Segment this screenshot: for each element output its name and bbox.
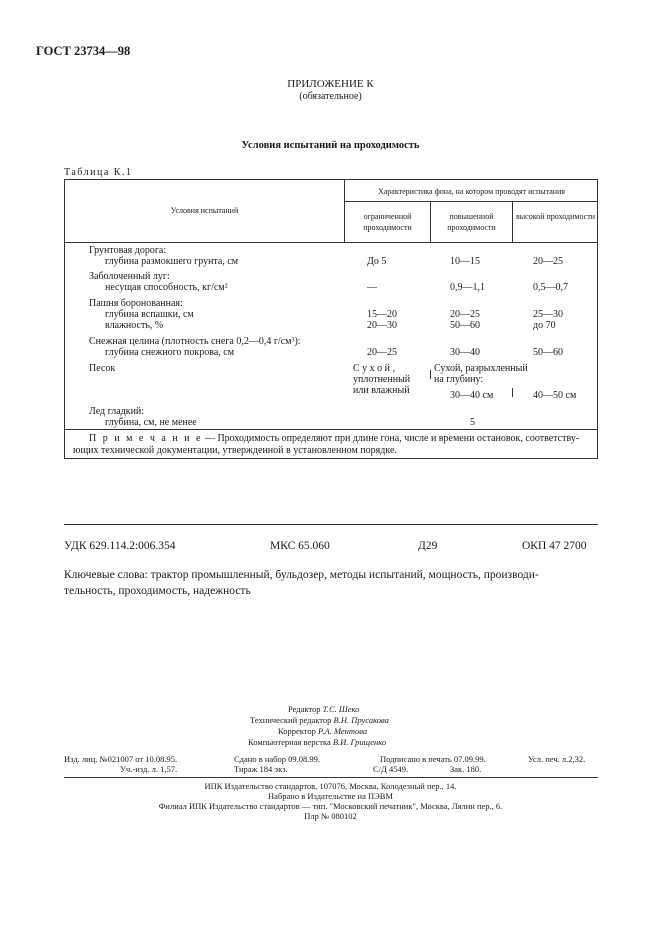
cell-value: 20—25 (533, 256, 563, 267)
cell-value: Сухой, разрыхленный (434, 363, 528, 374)
row-param: несущая способность, кг/см² (105, 282, 228, 293)
header-conditions: Условия испытаний (170, 206, 239, 215)
row-param: глубина вспашки, см (105, 309, 194, 320)
standard-number: ГОСТ 23734—98 (36, 44, 131, 58)
imprint-usl: Усл. печ. л.2,32. (528, 754, 586, 764)
appendix-subtitle: (обязательное) (299, 91, 362, 102)
credit-tech-editor: Технический редактор В.Н. Прусакова (250, 715, 389, 725)
cell-value: 10—15 (450, 256, 480, 267)
row-name: Заболоченный луг: (89, 271, 170, 282)
imprint-uch: Уч.-изд. л. 1,57. (120, 764, 178, 774)
row-name: Песок (89, 363, 116, 374)
row-name: Лед гладкий: (89, 406, 145, 417)
credit-layout: Компьютерная верстка В.И. Грищенко (248, 737, 387, 747)
cell-value: уплотненный (353, 374, 411, 385)
conditions-table (64, 179, 598, 459)
note-label: П р и м е ч а н и е (89, 433, 203, 444)
credit-corrector: Корректор Р.А. Ментова (278, 726, 368, 736)
table-label: Таблица К.1 (64, 167, 133, 178)
cell-value: 25—30 (533, 309, 563, 320)
imprint-tirazh: Тираж 184 экз. (234, 764, 288, 774)
note-text: — Проходимость определяют при длине гона, числе и времени остановок, соответству- (202, 433, 580, 444)
cell-value: 40—50 см (533, 390, 577, 401)
cell-value: 20—25 (367, 347, 397, 358)
okp-code: ОКП 47 2700 (522, 540, 587, 552)
cell-value: 20—25 (450, 309, 480, 320)
table-note (73, 433, 593, 457)
cell-value: 15—20 (367, 309, 397, 320)
keywords-line-2: тельность, проходимость, надежность (64, 585, 251, 597)
appendix-title: ПРИЛОЖЕНИЕ К (287, 78, 374, 90)
keywords (64, 567, 598, 599)
header-group: Характеристика фона, на котором проводят испытания (377, 187, 566, 196)
divider (64, 777, 598, 778)
mks-code: МКС 65.060 (270, 540, 330, 552)
cell-value: 20—30 (367, 320, 397, 331)
section-title: Условия испытаний на проходимость (241, 140, 420, 151)
row-param: влажность, % (105, 320, 164, 331)
divider (64, 524, 598, 525)
header-col-increased: повышенной проходимости (447, 212, 496, 232)
udk-code: УДК 629.114.2:006.354 (64, 540, 176, 552)
imprint-zak: Зак. 180. (450, 764, 482, 774)
row-name: Пашня боронованная: (89, 298, 183, 309)
header-col-limited: ограниченной проходимости (363, 212, 412, 232)
cell-value: 30—40 см (450, 390, 494, 401)
cell-value: 5 (470, 417, 475, 428)
cell-value: до 70 (533, 320, 556, 331)
d-code: Д29 (418, 540, 438, 552)
cell-value: До 5 (367, 256, 387, 267)
keywords-line-1: Ключевые слова: трактор промышленный, бульдозер, методы испытаний, мощность, производи- (64, 569, 539, 581)
row-name: Грунтовая дорога: (89, 245, 167, 256)
imprint-ipk: ИПК Издательство стандартов, 107076, Москва, Колодезный пер., 14. (204, 781, 457, 791)
imprint-branch: Филиал ИПК Издательство стандартов — тип. "Московский печатник", Москва, Лялин пер., 6. (158, 801, 503, 811)
row-param: глубина, см, не менее (105, 417, 197, 428)
row-name: Снежная целина (плотность снега 0,2—0,4 г/см³): (89, 336, 301, 347)
note-text-2: ющих технической документации, утвержденной в установленном порядке. (73, 445, 397, 456)
cell-value: на глубину: (434, 374, 484, 385)
row-param: глубина размокшего грунта, см (105, 256, 239, 267)
imprint-license: Изд. лиц. №021007 от 10.08.95. (64, 754, 178, 764)
cell-value: или влажный (353, 385, 410, 396)
cell-value: С у х о й , (353, 363, 396, 374)
row-param: глубина снежного покрова, см (105, 347, 235, 358)
imprint-sd: С/Д 4549. (373, 764, 409, 774)
cell-value: — (367, 282, 377, 293)
cell-value: 0,9—1,1 (450, 282, 485, 293)
credit-editor: Редактор Т.С. Шеко (288, 704, 360, 714)
imprint-plr: Плр № 080102 (304, 811, 357, 821)
cell-value: 50—60 (533, 347, 563, 358)
imprint-sent: Сдано в набор 09.08.99. (234, 754, 320, 764)
cell-value: 30—40 (450, 347, 480, 358)
header-col-high: высокой проходимости (516, 212, 595, 221)
cell-value: 0,5—0,7 (533, 282, 568, 293)
imprint-typeset: Набрано в Издательстве на ПЭВМ (268, 791, 393, 801)
cell-value: 50—60 (450, 320, 480, 331)
imprint-signed: Подписано в печать 07.09.99. (380, 754, 486, 764)
